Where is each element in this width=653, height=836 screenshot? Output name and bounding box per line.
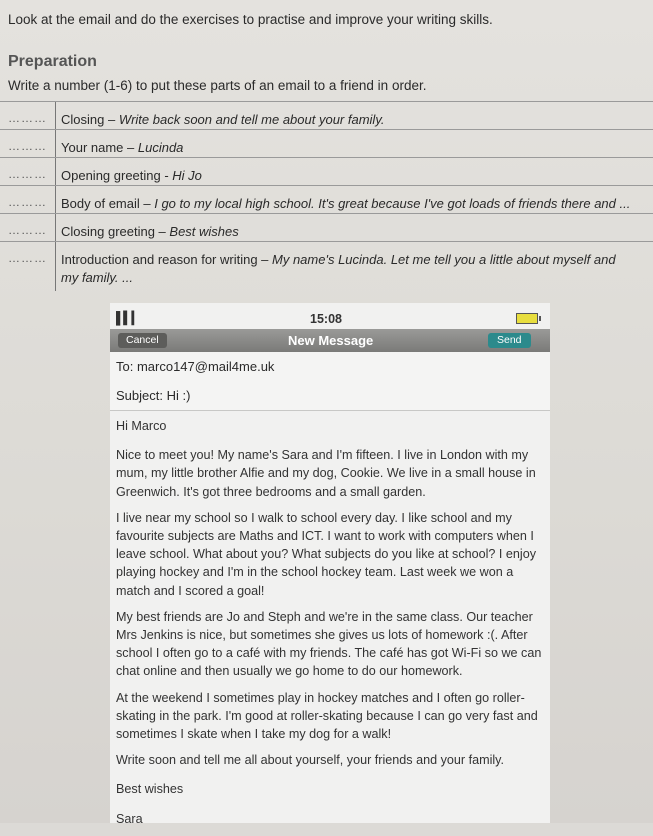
item-label: Your name – — [61, 140, 138, 155]
email-greeting: Hi Marco — [116, 419, 167, 433]
order-item-your-name — [0, 129, 653, 158]
item-label: Closing greeting – — [61, 224, 170, 239]
order-item-body — [0, 185, 653, 214]
email-paragraph-3: My best friends are Jo and Steph and we're in the same class. Our teacher Mrs Jenkins is nice, but sometimes she gives us lots of homework :(. After school I often go to a café with my friends. The café has got Wi-Fi so we can chat online and then usually we go home to do our homework. — [116, 609, 542, 679]
answer-blank[interactable]: ……… — [8, 195, 47, 209]
email-closing: Best wishes — [116, 782, 184, 797]
order-item-opening-greeting — [0, 157, 653, 186]
email-body[interactable] — [116, 417, 548, 836]
answer-blank[interactable]: ……… — [8, 111, 47, 125]
compose-title: New Message — [288, 333, 374, 348]
subject-value: Subject: Hi :) — [116, 388, 191, 403]
email-signature: Sara — [116, 811, 143, 826]
send-button[interactable]: Send — [488, 333, 531, 348]
email-paragraph-1: Nice to meet you! My name's Sara and I'm fifteen. I live in London with my mum, my little brother Alfie and my dog, Cookie. We live in a small house in Greenwich. It's got three bedrooms and a small garden. — [116, 448, 536, 499]
answer-blank[interactable]: ……… — [8, 167, 47, 181]
cancel-button[interactable]: Cancel — [118, 333, 167, 348]
battery-icon — [516, 313, 538, 324]
task-instruction: Write a number (1-6) to put these parts of an email to a friend in order. — [8, 78, 427, 93]
subject-field[interactable] — [110, 380, 550, 411]
item-label: Introduction and reason for writing – — [61, 252, 273, 267]
item-example: Best wishes — [169, 224, 239, 239]
item-example-cont: my family. ... — [61, 270, 133, 285]
email-paragraph-2: I live near my school so I walk to school every day. I like school and my favourite subjects are Maths and ICT. I want to work with computers when I leave school. What about you? What subjects do you like at school? I enjoy playing hockey and I'm in the school hockey team. Last week we won a match and I scored a goal! — [116, 510, 537, 598]
to-field[interactable] — [110, 352, 550, 381]
compose-toolbar — [110, 329, 550, 352]
answer-blank[interactable]: ……… — [8, 251, 47, 265]
answer-blank[interactable]: ……… — [8, 139, 47, 153]
order-item-closing-greeting — [0, 213, 653, 242]
instructions: Look at the email and do the exercises to practise and improve your writing skills. — [8, 12, 493, 27]
order-item-introduction — [0, 241, 653, 292]
order-item-closing — [0, 101, 653, 130]
status-bar — [110, 303, 550, 329]
email-paragraph-4: At the weekend I sometimes play in hockey matches and I often go roller-skating in the park. I'm good at roller-skating because I can go very fast and sometimes I skate when I take my dog for a walk! — [116, 690, 538, 742]
email-phone-screen — [110, 303, 550, 826]
item-label: Opening greeting - — [61, 168, 173, 183]
email-paragraph-5: Write soon and tell me all about yourself, your friends and your family. — [116, 753, 505, 768]
item-example: My name's Lucinda. Let me tell you a little about myself and — [272, 252, 616, 267]
signal-icon: ▌▍▎ — [116, 311, 140, 325]
answer-blank[interactable]: ……… — [8, 223, 47, 237]
item-label: Closing – — [61, 112, 119, 127]
clock: 15:08 — [310, 312, 342, 326]
item-example: Lucinda — [137, 140, 184, 155]
item-example: Hi Jo — [172, 168, 202, 183]
section-heading: Preparation — [8, 53, 97, 70]
item-label: Body of email – — [61, 196, 155, 211]
item-example: Write back soon and tell me about your family. — [118, 112, 385, 127]
item-example: I go to my local high school. It's great because I've got loads of friends there and ... — [154, 196, 631, 211]
to-value: To: marco147@mail4me.uk — [116, 359, 275, 374]
